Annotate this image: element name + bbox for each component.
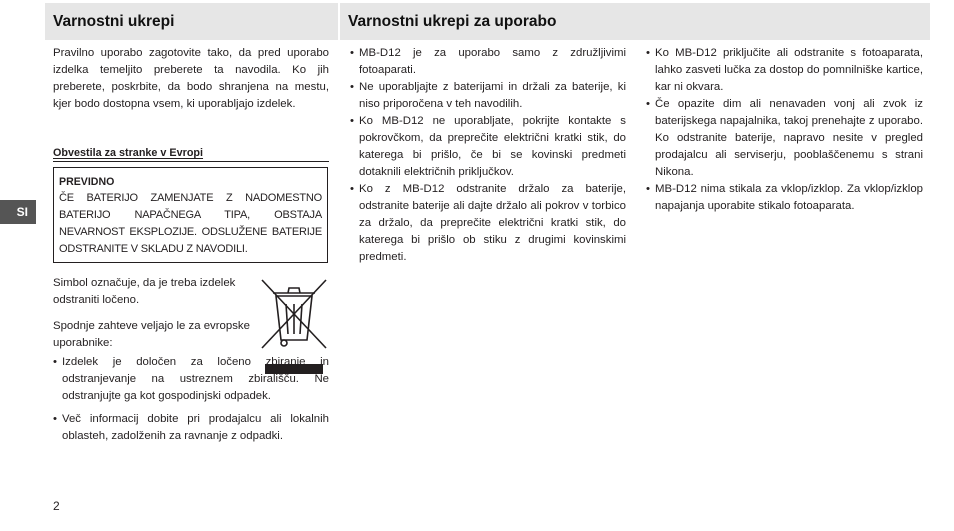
bullet-dot-icon: • xyxy=(350,47,354,59)
bullet-dot-icon: • xyxy=(646,47,650,59)
list-item-text: MB-D12 je za uporabo samo z združljivimi fotoaparati. xyxy=(359,47,626,76)
requirements-intro: Spodnje zahteve veljajo le za evropske uporabnike: xyxy=(53,320,250,349)
bullet-dot-icon: • xyxy=(646,183,650,195)
list-item xyxy=(350,45,626,79)
list-item-text: Več informacij dobite pri prodajalcu ali lokalnih oblasteh, zadolženih za ravnanje z odpadki. xyxy=(62,413,329,442)
language-tab: SI xyxy=(0,200,36,224)
left-section-header: Varnostni ukrepi xyxy=(45,3,338,40)
list-item-text: Ko z MB-D12 odstranite držalo za baterije, odstranite baterije ali dajte držalo ali pokrov v torbico za držalo, da preprečite električni kratki stik, do katerega bi prišlo ob stiku z drugimi kovinskimi predmeti. xyxy=(359,183,626,263)
list-item xyxy=(53,411,329,445)
eu-disposal-list xyxy=(53,354,329,451)
usage-precautions-list-1 xyxy=(350,45,626,266)
symbol-description: Simbol označuje, da je treba izdelek odstraniti ločeno. xyxy=(53,277,236,306)
page-number: 2 xyxy=(53,499,60,513)
list-item xyxy=(350,79,626,113)
caution-box xyxy=(53,167,328,263)
caution-text: ČE BATERIJO ZAMENJATE Z NADOMESTNO BATERIJO NAPAČNEGA TIPA, OBSTAJA NEVARNOST EKSPLOZIJE. ODSLUŽENE BATERIJE ODSTRANITE V SKLADU Z NAVODILI. xyxy=(59,192,322,255)
list-item xyxy=(53,354,329,405)
list-item-text: Če opazite dim ali nenavaden vonj ali zvok iz baterijskega napajalnika, takoj prenehajte z uporabo. Ko odstranite baterije, napravo nesite v pregled prodajalcu ali serviserju, pooblaščenemu s strani Nikona. xyxy=(655,98,923,178)
list-item xyxy=(646,45,923,96)
list-item-text: Ko MB-D12 priključite ali odstranite s fotoaparata, lahko zasveti lučka za dostop do pomnilniške kartice, kar ni okvara. xyxy=(655,47,923,93)
bullet-dot-icon: • xyxy=(53,413,57,425)
list-item xyxy=(350,113,626,181)
bullet-dot-icon: • xyxy=(646,98,650,110)
list-item-text: Izdelek je določen za ločeno zbiranje in odstranjevanje na ustreznem zbirališču. Ne odstranjujte ga kot gospodinjski odpadek. xyxy=(62,356,329,402)
usage-precautions-list-2 xyxy=(646,45,923,215)
right-section-header: Varnostni ukrepi za uporabo xyxy=(340,3,930,40)
list-item-text: Ko MB-D12 ne uporabljate, pokrijte kontakte s pokrovčkom, da preprečite električni kratki stik, do katerega bi prišlo, če bi se kovinski predmeti dotaknili električnih priključkov. xyxy=(359,115,626,178)
eu-customers-heading: Obvestila za stranke v Evropi xyxy=(53,145,329,162)
caution-title: PREVIDNO xyxy=(59,176,115,188)
list-item-text: Ne uporabljajte z baterijami in držali za baterije, ki niso priporočena v teh navodilih. xyxy=(359,81,626,110)
list-item xyxy=(350,181,626,266)
list-item xyxy=(646,181,923,215)
intro-paragraph: Pravilno uporabo zagotovite tako, da pred uporabo izdelka temeljito preberete ta navodila. Ko jih preberete, poskrbite, da bodo shranjena na mestu, kjer bodo dostopna vsem, ki uporabljajo izdelek. xyxy=(53,47,329,110)
list-item-text: MB-D12 nima stikala za vklop/izklop. Za vklop/izklop napajanja uporabite stikalo fotoaparata. xyxy=(655,183,923,212)
bullet-dot-icon: • xyxy=(350,81,354,93)
bullet-dot-icon: • xyxy=(350,115,354,127)
bullet-dot-icon: • xyxy=(53,356,57,368)
list-item xyxy=(646,96,923,181)
bullet-dot-icon: • xyxy=(350,183,354,195)
